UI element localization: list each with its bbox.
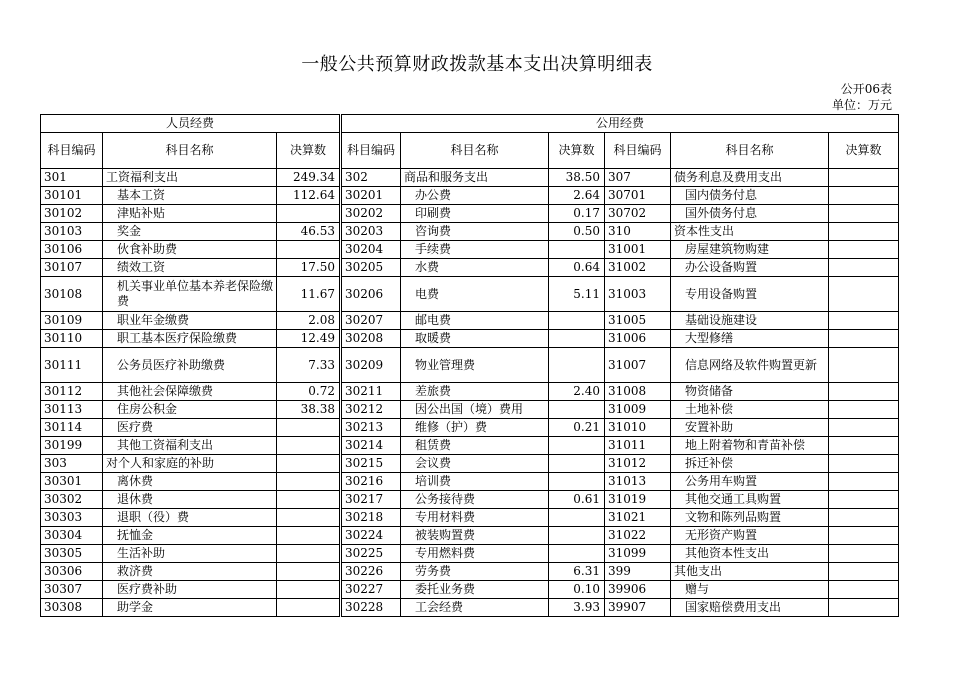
name-cell: 物业管理费 — [401, 348, 549, 383]
amount-cell: 6.31 — [549, 563, 605, 581]
amount-cell — [829, 259, 899, 277]
unit-label: 单位：万元 — [831, 98, 892, 112]
code-header: 科目编码 — [41, 133, 103, 169]
code-cell: 30304 — [41, 527, 103, 545]
code-cell: 30227 — [341, 581, 401, 599]
code-cell: 30205 — [341, 259, 401, 277]
name-cell: 土地补偿 — [671, 401, 829, 419]
name-cell: 公务用车购置 — [671, 473, 829, 491]
name-header: 科目名称 — [401, 133, 549, 169]
name-cell: 信息网络及软件购置更新 — [671, 348, 829, 383]
amount-cell — [829, 599, 899, 617]
code-cell: 30114 — [41, 419, 103, 437]
name-cell: 办公费 — [401, 187, 549, 205]
code-cell: 30111 — [41, 348, 103, 383]
amount-cell — [829, 419, 899, 437]
amount-cell — [829, 545, 899, 563]
name-cell: 安置补助 — [671, 419, 829, 437]
amount-cell: 0.72 — [277, 383, 341, 401]
name-cell: 委托业务费 — [401, 581, 549, 599]
amount-cell — [829, 455, 899, 473]
code-cell: 30702 — [605, 205, 671, 223]
page-title: 一般公共预算财政拨款基本支出决算明细表 — [301, 54, 653, 75]
name-cell: 培训费 — [401, 473, 549, 491]
table-row — [41, 455, 899, 473]
name-cell: 印刷费 — [401, 205, 549, 223]
name-cell: 伙食补助费 — [103, 241, 277, 259]
name-cell: 专用燃料费 — [401, 545, 549, 563]
name-cell: 退职（役）费 — [103, 509, 277, 527]
code-cell: 31002 — [605, 259, 671, 277]
amount-cell — [549, 401, 605, 419]
code-cell: 30218 — [341, 509, 401, 527]
personnel-group-header: 人员经费 — [41, 115, 341, 133]
name-header: 科目名称 — [103, 133, 277, 169]
name-cell: 劳务费 — [401, 563, 549, 581]
amount-cell — [549, 455, 605, 473]
amount-cell — [829, 205, 899, 223]
name-cell: 债务利息及费用支出 — [671, 169, 829, 187]
amount-cell — [277, 205, 341, 223]
name-cell: 物资储备 — [671, 383, 829, 401]
name-cell: 对个人和家庭的补助 — [103, 455, 277, 473]
code-cell: 31003 — [605, 277, 671, 312]
amount-cell — [277, 509, 341, 527]
name-cell: 专用材料费 — [401, 509, 549, 527]
amount-cell — [277, 599, 341, 617]
code-cell: 30306 — [41, 563, 103, 581]
amount-cell: 2.64 — [549, 187, 605, 205]
name-cell: 救济费 — [103, 563, 277, 581]
amount-cell — [829, 563, 899, 581]
amount-cell — [277, 241, 341, 259]
amount-cell — [829, 187, 899, 205]
table-row — [41, 545, 899, 563]
code-cell: 30108 — [41, 277, 103, 312]
name-cell: 基本工资 — [103, 187, 277, 205]
code-cell: 31011 — [605, 437, 671, 455]
table-row — [41, 491, 899, 509]
name-cell: 其他交通工具购置 — [671, 491, 829, 509]
table-row — [41, 599, 899, 617]
name-cell: 电费 — [401, 277, 549, 312]
name-cell: 房屋建筑物购建 — [671, 241, 829, 259]
name-cell: 住房公积金 — [103, 401, 277, 419]
amount-cell — [277, 473, 341, 491]
code-cell: 30203 — [341, 223, 401, 241]
code-cell: 30103 — [41, 223, 103, 241]
amount-cell — [829, 491, 899, 509]
code-cell: 31021 — [605, 509, 671, 527]
name-header: 科目名称 — [671, 133, 829, 169]
name-cell: 拆迁补偿 — [671, 455, 829, 473]
code-cell: 30215 — [341, 455, 401, 473]
amount-cell — [829, 330, 899, 348]
code-cell: 31012 — [605, 455, 671, 473]
name-cell: 被装购置费 — [401, 527, 549, 545]
code-cell: 302 — [341, 169, 401, 187]
amount-cell — [277, 491, 341, 509]
code-cell: 30301 — [41, 473, 103, 491]
name-cell: 抚恤金 — [103, 527, 277, 545]
code-cell: 30207 — [341, 312, 401, 330]
name-cell: 国家赔偿费用支出 — [671, 599, 829, 617]
code-cell: 30109 — [41, 312, 103, 330]
code-cell: 30204 — [341, 241, 401, 259]
amount-cell — [829, 437, 899, 455]
name-cell: 其他社会保障缴费 — [103, 383, 277, 401]
amount-cell — [549, 312, 605, 330]
name-cell: 邮电费 — [401, 312, 549, 330]
amount-cell: 46.53 — [277, 223, 341, 241]
name-cell: 差旅费 — [401, 383, 549, 401]
amount-cell: 17.50 — [277, 259, 341, 277]
name-cell: 退休费 — [103, 491, 277, 509]
amount-cell: 2.08 — [277, 312, 341, 330]
amount-cell: 0.21 — [549, 419, 605, 437]
name-cell: 基础设施建设 — [671, 312, 829, 330]
name-cell: 工资福利支出 — [103, 169, 277, 187]
table-row — [41, 259, 899, 277]
table-row — [41, 223, 899, 241]
name-cell: 公务员医疗补助缴费 — [103, 348, 277, 383]
amount-cell — [829, 383, 899, 401]
code-cell: 30110 — [41, 330, 103, 348]
name-cell: 工会经费 — [401, 599, 549, 617]
code-cell: 30209 — [341, 348, 401, 383]
amount-cell — [549, 330, 605, 348]
amount-cell: 0.50 — [549, 223, 605, 241]
code-cell: 310 — [605, 223, 671, 241]
table-row — [41, 187, 899, 205]
name-cell: 资本性支出 — [671, 223, 829, 241]
amount-cell — [829, 169, 899, 187]
table-row — [41, 473, 899, 491]
amount-cell — [549, 509, 605, 527]
amount-header: 决算数 — [277, 133, 341, 169]
code-cell: 30302 — [41, 491, 103, 509]
amount-cell — [829, 581, 899, 599]
amount-cell — [829, 527, 899, 545]
amount-cell — [549, 437, 605, 455]
code-cell: 301 — [41, 169, 103, 187]
code-cell: 30226 — [341, 563, 401, 581]
table-number: 公开06表 — [840, 82, 892, 96]
table-row — [41, 563, 899, 581]
name-cell: 取暖费 — [401, 330, 549, 348]
code-cell: 30106 — [41, 241, 103, 259]
amount-cell: 7.33 — [277, 348, 341, 383]
code-cell: 31005 — [605, 312, 671, 330]
amount-cell — [829, 241, 899, 259]
code-cell: 30307 — [41, 581, 103, 599]
name-cell: 大型修缮 — [671, 330, 829, 348]
amount-cell — [829, 348, 899, 383]
name-cell: 商品和服务支出 — [401, 169, 549, 187]
code-cell: 307 — [605, 169, 671, 187]
code-cell: 31006 — [605, 330, 671, 348]
table-row — [41, 169, 899, 187]
amount-header: 决算数 — [829, 133, 899, 169]
table-row — [41, 581, 899, 599]
amount-cell — [829, 223, 899, 241]
table-row — [41, 401, 899, 419]
name-cell: 职业年金缴费 — [103, 312, 277, 330]
amount-cell: 0.10 — [549, 581, 605, 599]
code-cell: 30308 — [41, 599, 103, 617]
amount-header: 决算数 — [549, 133, 605, 169]
amount-cell: 112.64 — [277, 187, 341, 205]
name-cell: 办公设备购置 — [671, 259, 829, 277]
amount-cell: 12.49 — [277, 330, 341, 348]
name-cell: 津贴补贴 — [103, 205, 277, 223]
name-cell: 地上附着物和青苗补偿 — [671, 437, 829, 455]
code-cell: 30211 — [341, 383, 401, 401]
code-cell: 31008 — [605, 383, 671, 401]
code-cell: 30101 — [41, 187, 103, 205]
code-cell: 30303 — [41, 509, 103, 527]
name-cell: 奖金 — [103, 223, 277, 241]
name-cell: 其他支出 — [671, 563, 829, 581]
amount-cell — [829, 509, 899, 527]
code-cell: 30224 — [341, 527, 401, 545]
name-cell: 生活补助 — [103, 545, 277, 563]
amount-cell — [277, 455, 341, 473]
code-cell: 30208 — [341, 330, 401, 348]
amount-cell — [277, 419, 341, 437]
name-cell: 无形资产购置 — [671, 527, 829, 545]
name-cell: 国外债务付息 — [671, 205, 829, 223]
name-cell: 离休费 — [103, 473, 277, 491]
table-row — [41, 348, 899, 383]
name-cell: 其他工资福利支出 — [103, 437, 277, 455]
code-cell: 31022 — [605, 527, 671, 545]
table-row — [41, 205, 899, 223]
amount-cell — [549, 348, 605, 383]
amount-cell: 38.50 — [549, 169, 605, 187]
name-cell: 因公出国（境）费用 — [401, 401, 549, 419]
table-row — [41, 312, 899, 330]
table-row — [41, 241, 899, 259]
name-cell: 会议费 — [401, 455, 549, 473]
code-cell: 30112 — [41, 383, 103, 401]
amount-cell — [277, 545, 341, 563]
public-group-header: 公用经费 — [341, 115, 899, 133]
name-cell: 国内债务付息 — [671, 187, 829, 205]
amount-cell: 5.11 — [549, 277, 605, 312]
amount-cell — [549, 473, 605, 491]
code-cell: 30228 — [341, 599, 401, 617]
amount-cell — [549, 527, 605, 545]
name-cell: 租赁费 — [401, 437, 549, 455]
code-header: 科目编码 — [605, 133, 671, 169]
amount-cell: 38.38 — [277, 401, 341, 419]
name-cell: 维修（护）费 — [401, 419, 549, 437]
name-cell: 医疗费 — [103, 419, 277, 437]
amount-cell: 0.64 — [549, 259, 605, 277]
amount-cell — [829, 277, 899, 312]
code-cell: 30201 — [341, 187, 401, 205]
code-cell: 30107 — [41, 259, 103, 277]
amount-cell: 2.40 — [549, 383, 605, 401]
table-row — [41, 527, 899, 545]
code-cell: 39906 — [605, 581, 671, 599]
name-cell: 咨询费 — [401, 223, 549, 241]
code-cell: 30225 — [341, 545, 401, 563]
name-cell: 文物和陈列品购置 — [671, 509, 829, 527]
amount-cell — [829, 401, 899, 419]
code-cell: 303 — [41, 455, 103, 473]
code-cell: 30214 — [341, 437, 401, 455]
name-cell: 机关事业单位基本养老保险缴费 — [103, 277, 277, 312]
code-cell: 31010 — [605, 419, 671, 437]
amount-cell — [277, 581, 341, 599]
code-cell: 31013 — [605, 473, 671, 491]
table-row — [41, 419, 899, 437]
name-cell: 职工基本医疗保险缴费 — [103, 330, 277, 348]
name-cell: 其他资本性支出 — [671, 545, 829, 563]
amount-cell: 249.34 — [277, 169, 341, 187]
code-cell: 30199 — [41, 437, 103, 455]
code-cell: 31007 — [605, 348, 671, 383]
code-cell: 30217 — [341, 491, 401, 509]
code-cell: 31019 — [605, 491, 671, 509]
table-row — [41, 437, 899, 455]
expenditure-table — [40, 114, 899, 617]
code-cell: 31009 — [605, 401, 671, 419]
name-cell: 绩效工资 — [103, 259, 277, 277]
amount-cell — [829, 312, 899, 330]
amount-cell: 3.93 — [549, 599, 605, 617]
code-cell: 30206 — [341, 277, 401, 312]
amount-cell — [829, 473, 899, 491]
code-cell: 30212 — [341, 401, 401, 419]
code-cell: 31099 — [605, 545, 671, 563]
code-header: 科目编码 — [341, 133, 401, 169]
name-cell: 赠与 — [671, 581, 829, 599]
table-row — [41, 330, 899, 348]
name-cell: 公务接待费 — [401, 491, 549, 509]
amount-cell — [549, 241, 605, 259]
amount-cell — [549, 545, 605, 563]
name-cell: 助学金 — [103, 599, 277, 617]
name-cell: 水费 — [401, 259, 549, 277]
name-cell: 医疗费补助 — [103, 581, 277, 599]
amount-cell — [277, 527, 341, 545]
code-cell: 399 — [605, 563, 671, 581]
code-cell: 30213 — [341, 419, 401, 437]
amount-cell — [277, 437, 341, 455]
table-row — [41, 383, 899, 401]
code-cell: 30305 — [41, 545, 103, 563]
code-cell: 30102 — [41, 205, 103, 223]
table-row — [41, 277, 899, 312]
code-cell: 30113 — [41, 401, 103, 419]
code-cell: 39907 — [605, 599, 671, 617]
amount-cell: 0.61 — [549, 491, 605, 509]
code-cell: 30216 — [341, 473, 401, 491]
name-cell: 手续费 — [401, 241, 549, 259]
code-cell: 30701 — [605, 187, 671, 205]
code-cell: 30202 — [341, 205, 401, 223]
amount-cell: 11.67 — [277, 277, 341, 312]
code-cell: 31001 — [605, 241, 671, 259]
amount-cell — [277, 563, 341, 581]
name-cell: 专用设备购置 — [671, 277, 829, 312]
amount-cell: 0.17 — [549, 205, 605, 223]
table-row — [41, 509, 899, 527]
